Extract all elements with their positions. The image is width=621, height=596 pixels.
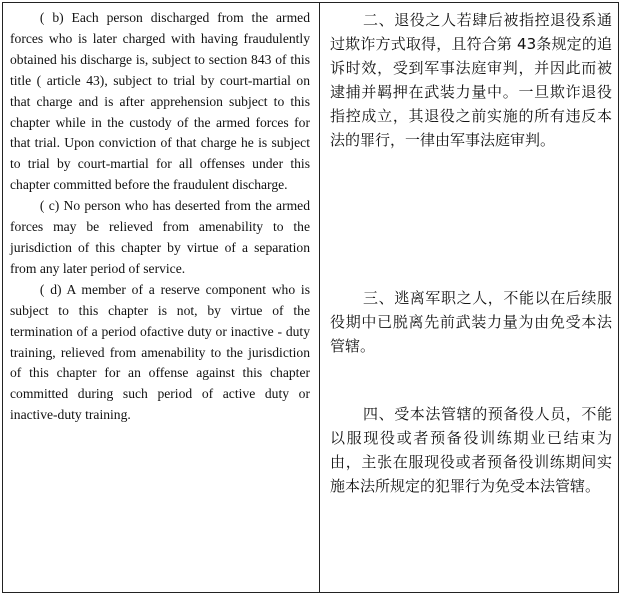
english-paragraph-d: ( d) A member of a reserve component who is subject to this chapter is not, by virtue of the termination of a period ofactive duty or inactive - duty training, relieved from amenability to the jurisdiction of this chapter for an offense against this chapter committed during such period of active duty or inactive-duty training. (10, 281, 310, 423)
english-paragraph-b: ( b) Each person discharged from the armed forces who is later charged with having fraudulently obtained his discharge is, subject to section 843 of this title ( article 43), subject to trial by court-martial on that charge and is after apprehension subject to this chapter while in the custody of the armed forces for that trial. Upon conviction of that charge he is subject to trial by court-martial for all offenses under this chapter committed before the fraudulent discharge. (10, 10, 310, 193)
column-divider (319, 2, 320, 593)
chinese-paragraph-2 (330, 8, 612, 152)
chinese-paragraph-3-text: 三、逃离军职之人，不能以在后续服役期中已脱离先前武装力量为由免受本法管辖。 (330, 289, 612, 355)
chinese-paragraph-3 (330, 286, 612, 358)
english-column (10, 8, 310, 426)
chinese-paragraph-4 (330, 402, 612, 498)
chinese-paragraph-2-text: 二、退役之人若肆后被指控退役系通过欺诈方式取得，且符合第 43条规定的追诉时效，受到军事法庭审判，并因此而被逮捕并羁押在武装力量中。一旦欺诈退役指控成立，其退役之前实施的所有违反本法的罪行，一律由军事法庭审判。 (330, 11, 612, 149)
english-paragraph-c: ( c) No person who has deserted from the armed forces may be relieved from amenability to the jurisdiction of this chapter by virtue of a separation from any later period of service. (10, 198, 310, 276)
chinese-paragraph-4-text: 四、受本法管辖的预备役人员，不能以服现役或者预备役训练期业已结束为由，主张在服现役或者预备役训练期间实施本法所规定的犯罪行为免受本法管辖。 (330, 405, 612, 495)
